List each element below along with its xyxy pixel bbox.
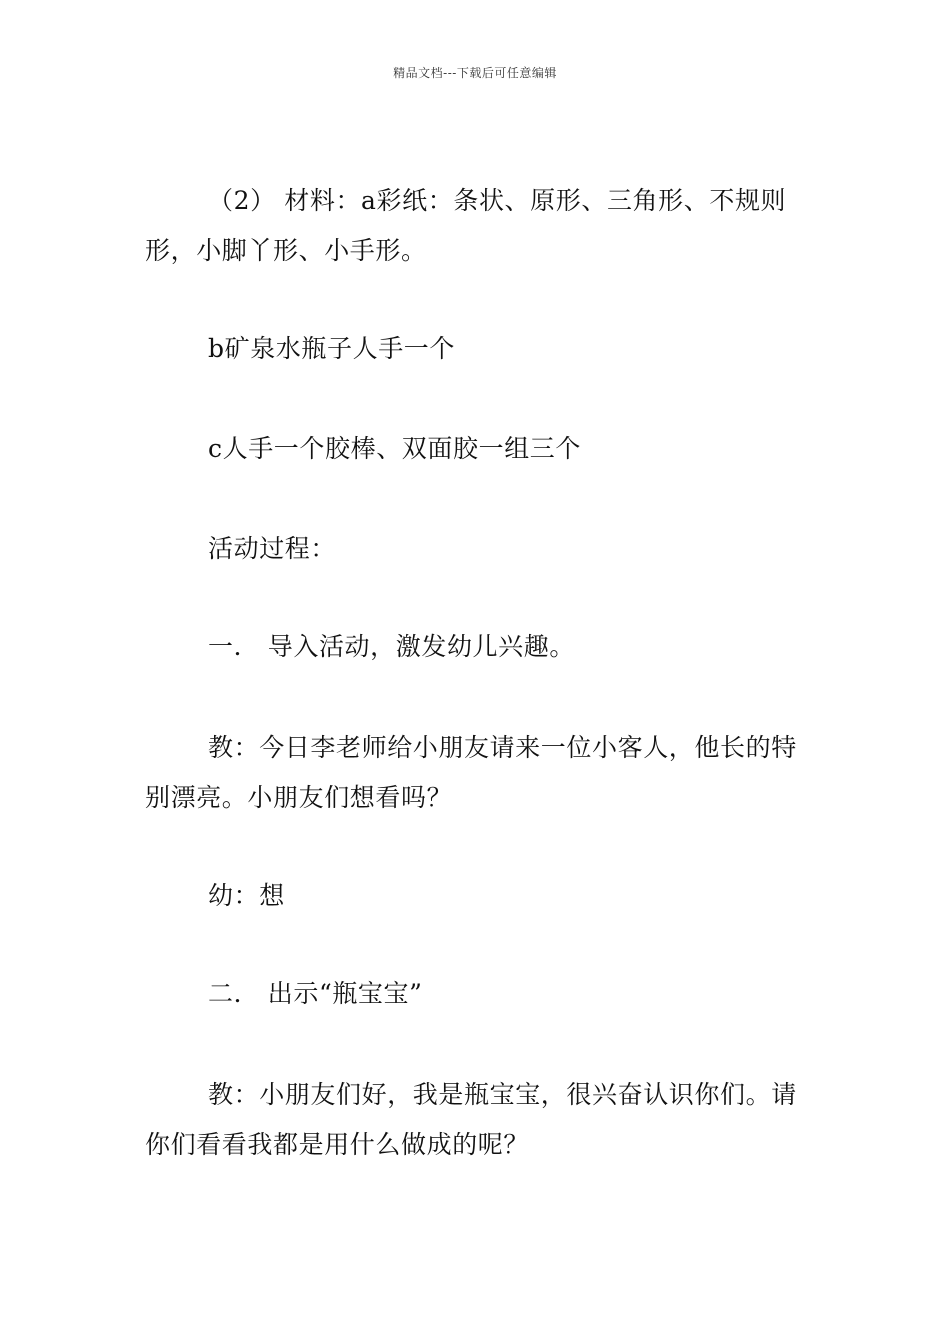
paragraph-materials-c: c人手一个胶棒、双面胶一组三个 xyxy=(208,434,582,463)
paragraph-materials-b: b矿泉水瓶子人手一个 xyxy=(208,334,456,363)
paragraph-step-two: 二． 出示“瓶宝宝” xyxy=(208,979,423,1008)
paragraph-activity-process: 活动过程： xyxy=(208,534,337,563)
paragraph-step-one: 一． 导入活动，激发幼儿兴趣。 xyxy=(208,632,575,661)
paragraph-child-reply: 幼：想 xyxy=(208,881,285,910)
paragraph-materials-a: （2） 材料：a彩纸：条状、原形、三角形、不规则形，小脚丫形、小手形。 xyxy=(145,186,787,265)
paragraph-teacher-line-1: 教：今日李老师给小朋友请来一位小客人，他长的特别漂亮。小朋友们想看吗？ xyxy=(145,733,797,812)
paragraph-teacher-line-2: 教：小朋友们好，我是瓶宝宝，很兴奋认识你们。请你们看看我都是用什么做成的呢？ xyxy=(145,1080,797,1159)
page-header: 精品文档---下载后可任意编辑 xyxy=(393,66,557,80)
